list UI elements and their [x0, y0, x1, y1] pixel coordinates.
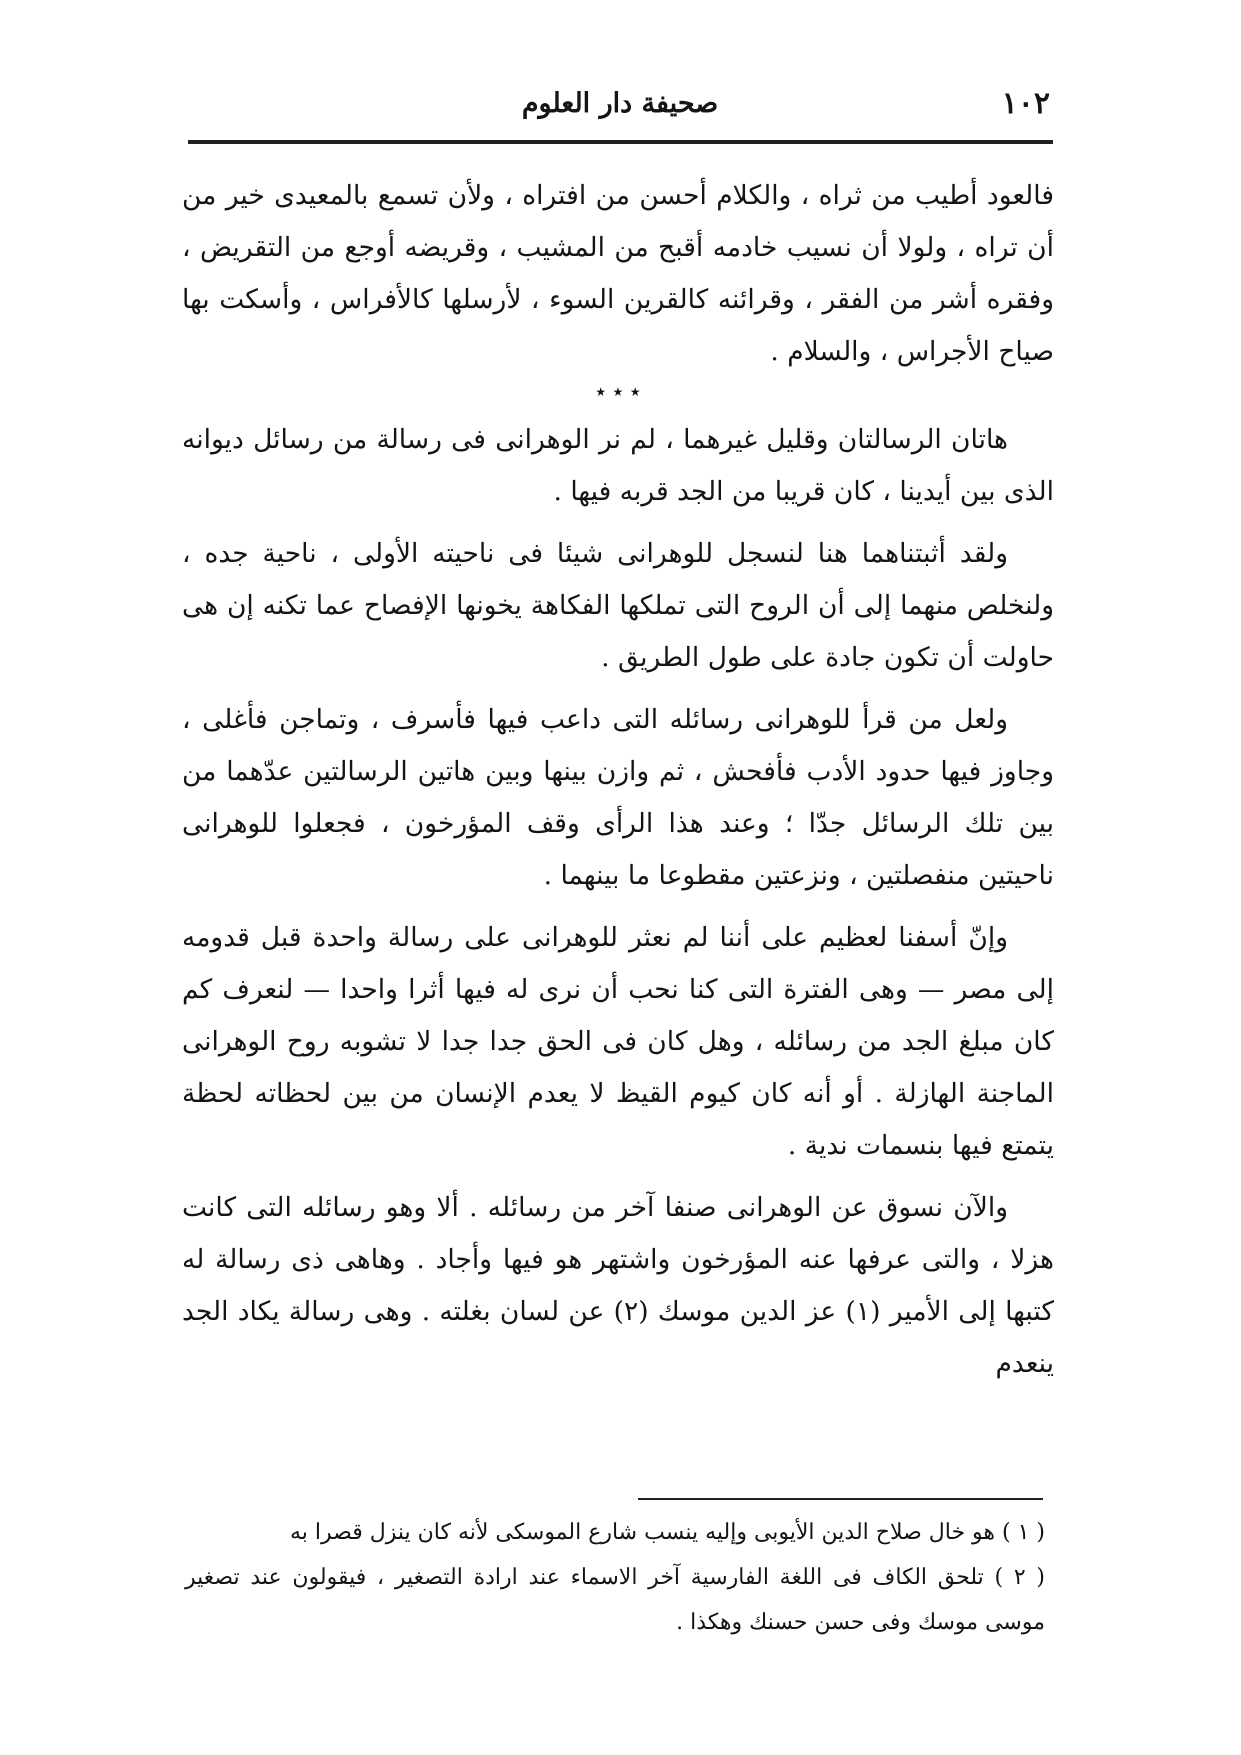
- paragraph-2: هاتان الرسالتان وقليل غيرهما ، لم نر الوهرانى فى رسالة من رسائل ديوانه الذى بين أيدينا ، كان قريبا من الجد قربه فيها .: [182, 424, 1054, 507]
- header-rule: [188, 140, 1053, 144]
- paragraph-3: ولقد أثبتناهما هنا لنسجل للوهرانى شيئا فى ناحيته الأولى ، ناحية جده ، ولنخلص منهما إلى أن الروح التى تملكها الفكاهة يخونها الإفصاح عما تكنه إن هى حاولت أن تكون جادة على طول الطريق .: [182, 538, 1054, 673]
- section-separator: ٭ ٭ ٭: [595, 379, 641, 403]
- page-header: [190, 82, 1050, 132]
- footnote-rule: [638, 1498, 1043, 1500]
- paragraph-4: ولعل من قرأ للوهرانى رسائله التى داعب فيها فأسرف ، وتماجن فأغلى ، وجاوز فيها حدود الأدب فأفحش ، ثم وازن بينها وبين هاتين الرسالتين عدّهما من بين تلك الرسائل جدّا ؛ وعند هذا الرأى وقف المؤرخون ، فجعلوا للوهرانى ناحيتين منفصلتين ، ونزعتين مقطوعا ما بينهما .: [182, 704, 1054, 891]
- footnotes: [185, 1510, 1045, 1645]
- paragraph-5: وإنّ أسفنا لعظيم على أننا لم نعثر للوهرانى على رسالة واحدة قبل قدومه إلى مصر — وهى الفترة التى كنا نحب أن نرى له فيها أثرا واحدا — لنعرف كم كان مبلغ الجد من رسائله ، وهل كان فى الحق جدا جدا لا تشوبه روح الوهرانى الماجنة الهازلة . أو أنه كان كيوم القيظ لا يعدم الإنسان من بين لحظاته لحظة يتمتع فيها بنسمات ندية .: [182, 922, 1054, 1161]
- footnote-1: ( ١ ) هو خال صلاح الدين الأيوبى وإليه ينسب شارع الموسكى لأنه كان ينزل قصرا به: [289, 1520, 1045, 1545]
- main-text: [182, 170, 1054, 1390]
- running-title: صحيفة دار العلوم: [521, 88, 719, 119]
- paragraph-1: فالعود أطيب من ثراه ، والكلام أحسن من افتراه ، ولأن تسمع بالمعيدى خير من أن تراه ، ولولا أن نسيب خادمه أقبح من المشيب ، وقريضه أوجع من التقريض ، وفقره أشر من الفقر ، وقرائنه كالقرين السوء ، لأرسلها كالأفراس ، وأسكت بها صياح الأجراس ، والسلام .: [182, 180, 1054, 367]
- page-number: ١٠٢: [1001, 86, 1050, 121]
- footnote-2: ( ٢ ) تلحق الكاف فى اللغة الفارسية آخر الاسماء عند ارادة التصغير ، فيقولون عند تصغير موسى موسك وفى حسن حسنك وهكذا .: [185, 1565, 1046, 1635]
- paragraph-6: والآن نسوق عن الوهرانى صنفا آخر من رسائله . ألا وهو رسائله التى كانت هزلا ، والتى عرفها عنه المؤرخون واشتهر هو فيها وأجاد . وهاهى ذى رسالة له كتبها إلى الأمير (١) عز الدين موسك (٢) عن لسان بغلته . وهى رسالة يكاد الجد ينعدم: [182, 1192, 1054, 1379]
